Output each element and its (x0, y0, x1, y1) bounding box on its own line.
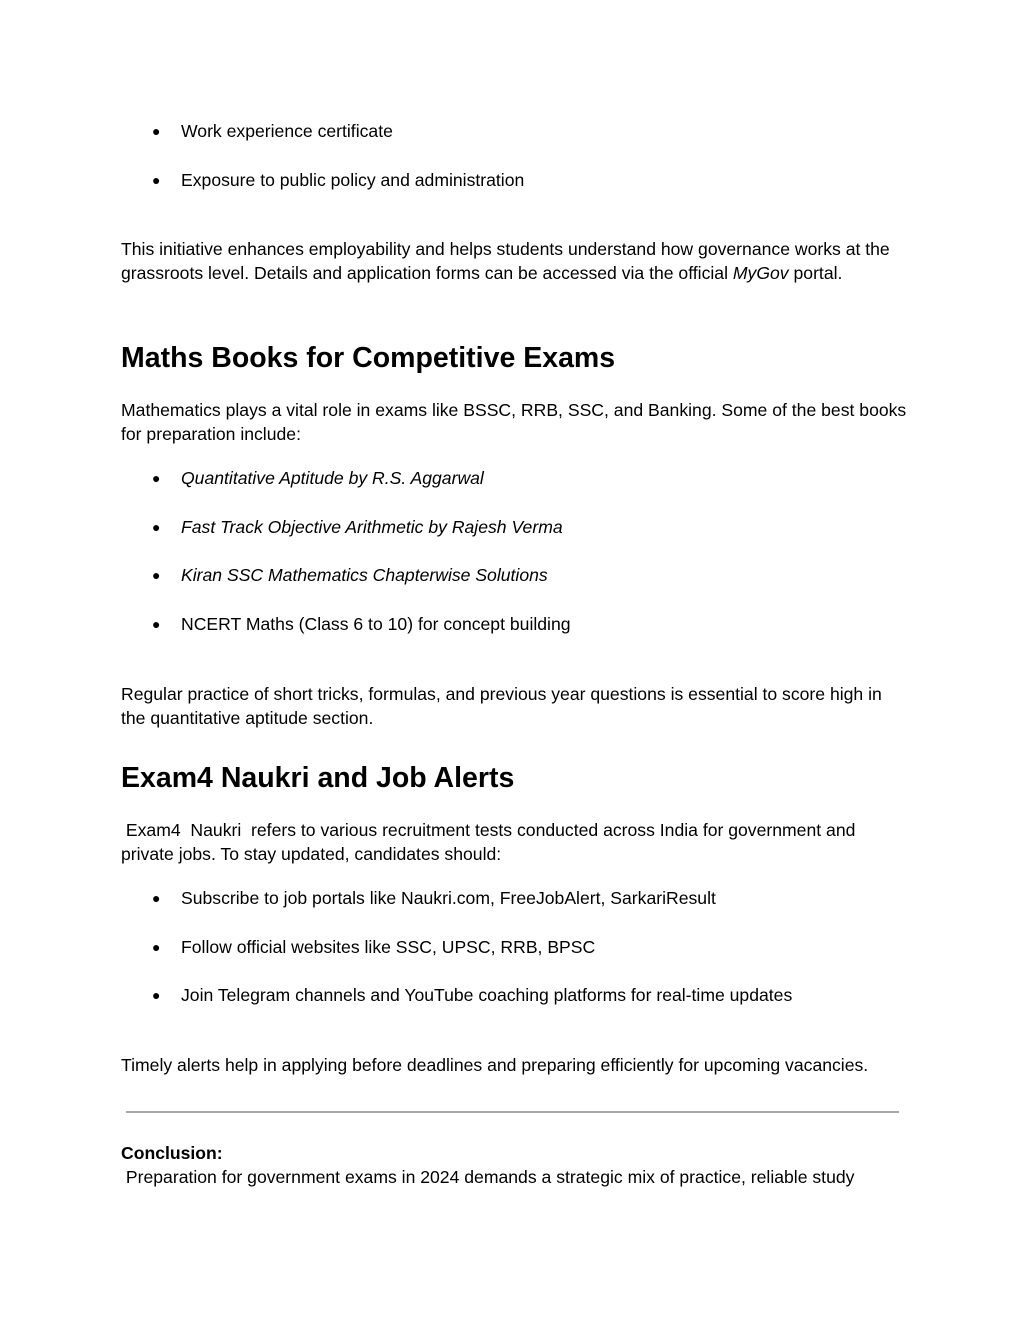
exam-bullet-list-block (121, 887, 911, 1006)
maths-outro-block (121, 682, 911, 731)
maths-bullet-list-block (121, 467, 911, 635)
exam-outro-block (121, 1053, 911, 1077)
maths-intro-block (121, 398, 911, 447)
maths-heading-block (121, 341, 911, 375)
initiative-paragraph (121, 237, 911, 286)
maths-bullet-list (121, 467, 911, 635)
list-item-text: Follow official websites like SSC, UPSC, RRB, BPSC (181, 936, 596, 957)
top-bullet-list (121, 120, 911, 191)
list-item-text: NCERT Maths (Class 6 to 10) for concept building (181, 613, 571, 634)
list-item-text: Subscribe to job portals like Naukri.com, FreeJobAlert, SarkariResult (181, 888, 716, 908)
exam-intro: Exam4 Naukri refers to various recruitment tests conducted across India for government and private jobs. To stay updated, candidates should: (121, 820, 861, 865)
conclusion-block (121, 1141, 911, 1190)
list-item-text: Kiran SSC Mathematics Chapterwise Solutions (181, 565, 548, 585)
list-item (121, 564, 911, 586)
bullet-icon: ● (152, 938, 161, 955)
list-item-text: Work experience certificate (181, 121, 393, 141)
bullet-icon: ● (152, 470, 161, 486)
exam-outro: Timely alerts help in applying before deadlines and preparing efficiently for upcoming vacancies. (121, 1055, 869, 1075)
maths-outro: Regular practice of short tricks, formulas, and previous year questions is essential to score high in the quantitative aptitude section. (121, 684, 882, 729)
maths-heading: Maths Books for Competitive Exams (121, 342, 616, 374)
bullet-icon: ● (152, 518, 161, 535)
list-item-text: Exposure to public policy and administration (181, 169, 525, 190)
horizontal-divider (126, 1111, 899, 1113)
list-item (121, 516, 911, 538)
exam-heading: Exam4 Naukri and Job Alerts (121, 762, 515, 794)
list-item (121, 887, 911, 909)
list-item-text: Quantitative Aptitude by R.S. Aggarwal (181, 468, 484, 488)
initiative-text-part1: This initiative enhances employability and helps students understand how governance works at the grassroots level. Details and application forms can be accessed via the official (121, 239, 890, 284)
bullet-icon: ● (152, 890, 161, 906)
list-item (121, 169, 911, 191)
initiative-text-part2: portal. (788, 263, 843, 284)
bullet-icon: ● (152, 615, 161, 632)
conclusion-title: Conclusion: (121, 1143, 223, 1163)
maths-intro: Mathematics plays a vital role in exams like BSSC, RRB, SSC, and Banking. Some of the best books for preparation include: (121, 400, 907, 445)
list-item (121, 984, 911, 1006)
mygov-emphasis: MyGov (732, 263, 789, 284)
exam-heading-block (121, 761, 911, 795)
top-bullet-list-block (121, 120, 911, 191)
bullet-icon: ● (152, 171, 161, 188)
list-item (121, 936, 911, 958)
exam-bullet-list (121, 887, 911, 1006)
list-item-text: Join Telegram channels and YouTube coaching platforms for real-time updates (181, 985, 793, 1005)
exam-intro-block (121, 818, 911, 867)
list-item (121, 613, 911, 635)
initiative-paragraph-block (121, 237, 911, 286)
conclusion-text: Preparation for government exams in 2024 demands a strategic mix of practice, reliable study (121, 1167, 855, 1188)
bullet-icon: ● (152, 567, 161, 583)
bullet-icon: ● (152, 123, 161, 139)
list-item-text: Fast Track Objective Arithmetic by Rajesh Verma (181, 516, 563, 537)
bullet-icon: ● (152, 987, 161, 1003)
list-item (121, 120, 911, 142)
list-item (121, 467, 911, 489)
